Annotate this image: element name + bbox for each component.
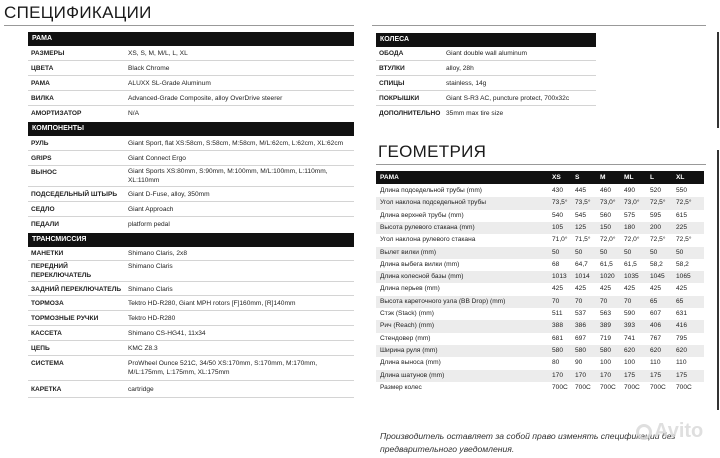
geometry-row-label: Длина шатунов (mm): [380, 371, 445, 379]
geometry-cell: 105: [552, 223, 564, 231]
spec-value: Black Chrome: [128, 65, 170, 72]
geometry-row: [376, 234, 704, 246]
geometry-row-label: Длина перьев (mm): [380, 285, 440, 293]
geometry-cell: 620: [676, 346, 688, 354]
spec-label: ТОРМОЗА: [31, 300, 64, 307]
geometry-cell: 72,0°: [600, 236, 616, 244]
spec-label: ПОДСЕДЕЛЬНЫЙ ШТЫРЬ: [31, 191, 118, 198]
geometry-cell: 388: [552, 322, 564, 330]
geometry-cell: 50: [676, 248, 684, 256]
geometry-cell: 170: [575, 371, 587, 379]
geometry-cell: 71,0°: [552, 236, 568, 244]
spec-value: Giant double wall aluminum: [446, 50, 527, 57]
geometry-cell: 615: [676, 211, 688, 219]
geometry-row-label: Угол наклона подседельной трубы: [380, 199, 487, 207]
geometry-cell: 170: [552, 371, 564, 379]
spec-label: МАНЕТКИ: [31, 250, 64, 257]
geometry-cell: 110: [676, 359, 687, 367]
spec-row: [28, 47, 354, 61]
geometry-row: [376, 247, 704, 259]
size-col-header: XS: [552, 174, 561, 181]
spec-label: ВЫНОС: [31, 169, 57, 176]
geometry-cell: 425: [600, 285, 612, 293]
spec-row: [28, 248, 354, 261]
geometry-cell: 700C: [624, 383, 640, 391]
spec-label: GRIPS: [31, 155, 52, 162]
geometry-cell: 175: [624, 371, 636, 379]
geometry-cell: 590: [624, 310, 636, 317]
geometry-cell: 73,5°: [575, 199, 591, 207]
geometry-cell: 425: [575, 285, 587, 293]
geometry-row-label: Длина выноса (mm): [380, 359, 441, 367]
geometry-cell: 1020: [600, 273, 615, 281]
spec-value: Shimano CS-HG41, 11x34: [128, 330, 206, 337]
section-header-components: КОМПОНЕНТЫ: [28, 122, 354, 136]
watermark-logo-icon: [636, 424, 652, 440]
section-header-frame: РАМА: [28, 32, 354, 46]
geometry-cell: 50: [650, 248, 658, 256]
geometry-row: [376, 222, 704, 234]
geometry-row-label: Длина выбега вилки (mm): [380, 260, 460, 268]
spec-value: Giant Sport, flat XS:58cm, S:58cm, M:58cm, M/L:62cm, L:62cm, XL:62cm: [128, 140, 344, 147]
geometry-cell: 80: [552, 359, 560, 367]
geometry-cell: 620: [624, 346, 636, 354]
spec-label: ДОПОЛНИТЕЛЬНО: [379, 110, 441, 117]
geometry-cell: 460: [600, 187, 612, 194]
spec-value: Tektro HD-R280: [128, 315, 176, 322]
geometry-cell: 580: [600, 346, 612, 354]
spec-value: Advanced-Grade Composite, alloy OverDrive steerer: [128, 95, 283, 102]
geometry-row-label: Высота рулевого стакана (mm): [380, 223, 475, 231]
geometry-cell: 563: [600, 310, 612, 317]
spec-row: [28, 137, 354, 151]
geometry-cell: 700C: [676, 383, 692, 391]
section-header-wheels: КОЛЕСА: [376, 33, 596, 47]
geometry-header-label: РАМА: [380, 174, 399, 181]
geometry-cell: 73,0°: [624, 199, 640, 207]
geometry-row-label: Рич (Reach) (mm): [380, 322, 435, 330]
geometry-row: [376, 370, 704, 382]
spec-label: КАССЕТА: [31, 330, 62, 337]
geometry-cell: 416: [676, 322, 688, 330]
size-col-header: L: [650, 174, 655, 181]
geometry-cell: 150: [600, 223, 612, 231]
geometry-row: [376, 259, 704, 271]
geometry-row: [376, 357, 704, 369]
geometry-cell: 595: [650, 211, 662, 219]
geometry-row: [376, 296, 704, 308]
geometry-cell: 72,5°: [650, 236, 666, 244]
geometry-cell: 393: [624, 322, 636, 330]
spec-label: ТОРМОЗНЫЕ РУЧКИ: [31, 315, 99, 322]
geometry-cell: 607: [650, 310, 662, 317]
geometry-cell: 425: [552, 285, 564, 293]
spec-row: [28, 167, 354, 187]
spec-label: ПЕРЕДНИЙ: [31, 263, 68, 270]
spec-value: Giant S-R3 AC, puncture protect, 700x32c: [446, 95, 570, 102]
section-header-drivetrain: ТРАНСМИССИЯ: [28, 233, 354, 247]
geometry-cell: 386: [575, 322, 587, 330]
geometry-cell: 545: [575, 211, 587, 219]
spec-value-line2: M/L:175mm, L:175mm, XL:175mm: [128, 369, 230, 376]
spec-label: РАМА: [31, 80, 50, 87]
geometry-cell: 425: [624, 285, 636, 293]
geometry-cell: 72,5°: [650, 199, 666, 207]
geometry-cell: 1065: [676, 273, 691, 281]
spec-label: КАРЕТКА: [31, 386, 62, 393]
spec-label: ОБОДА: [379, 50, 404, 57]
geometry-cell: 425: [650, 285, 662, 293]
size-col-header: M: [600, 174, 606, 181]
geometry-cell: 631: [676, 310, 688, 317]
geometry-cell: 61,5: [600, 260, 613, 268]
geometry-cell: 580: [575, 346, 587, 354]
spec-label: АМОРТИЗАТОР: [31, 110, 82, 117]
geometry-row-label: Стендовер (mm): [380, 334, 431, 342]
geometry-row-label: Стэк (Stack) (mm): [380, 310, 434, 317]
spec-value: 35mm max tire size: [446, 110, 504, 117]
spec-row: [376, 77, 596, 91]
geometry-cell: 540: [552, 211, 564, 219]
geometry-row: [376, 210, 704, 222]
geometry-cell: 795: [676, 334, 688, 342]
spec-row: [28, 382, 354, 398]
geometry-row: [376, 271, 704, 283]
geometry-cell: 1035: [624, 273, 639, 281]
geometry-cell: 767: [650, 334, 662, 342]
geometry-row-label: Угол наклона рулевого стакана: [380, 236, 476, 244]
geometry-row-label: Высота кареточного узла (BB Drop) (mm): [380, 297, 506, 305]
spec-row: [28, 283, 354, 296]
spec-label: РУЛЬ: [31, 140, 49, 147]
geometry-cell: 73,0°: [600, 199, 616, 207]
spec-value: ProWheel Ounce 521C, 34/50 XS:170mm, S:170mm, M:170mm,: [128, 360, 318, 367]
geometry-cell: 180: [624, 223, 636, 231]
title-divider: [4, 25, 354, 26]
spec-value: Giant Sports XS:80mm, S:90mm, M:100mm, M/L:100mm, L:110mm,: [128, 168, 328, 175]
geometry-row: [376, 308, 704, 320]
geometry-cell: 700C: [600, 383, 616, 391]
geometry-row-label: Ширина руля (mm): [380, 346, 438, 354]
geometry-cell: 575: [624, 211, 636, 219]
spec-value: Shimano Claris, 2x8: [128, 250, 188, 257]
geometry-cell: 175: [650, 371, 662, 379]
geometry-cell: 719: [600, 334, 612, 342]
disclaimer-line-2: предварительного уведомления.: [380, 444, 515, 454]
spec-label: ЦЕПЬ: [31, 345, 50, 352]
geometry-row: [376, 283, 704, 295]
geometry-cell: 681: [552, 334, 564, 342]
spec-label: ВТУЛКИ: [379, 65, 405, 72]
geometry-row-label: Вылет вилки (mm): [380, 248, 437, 256]
geometry-row-label: Длина колесной базы (mm): [380, 273, 464, 281]
spec-value: ALUXX SL-Grade Aluminum: [128, 80, 211, 87]
geometry-cell: 72,0°: [624, 236, 640, 244]
geometry-cell: 71,5°: [575, 236, 591, 244]
spec-row: [28, 327, 354, 341]
geometry-cell: 110: [650, 359, 661, 367]
spec-value: Giant D-Fuse, alloy, 350mm: [128, 191, 210, 198]
geometry-cell: 170: [600, 371, 612, 379]
size-col-header: S: [575, 174, 580, 181]
spec-row: [376, 47, 596, 61]
spec-value: cartridge: [128, 386, 154, 393]
geometry-title: ГЕОМЕТРИЯ: [378, 142, 487, 161]
spec-row: [28, 262, 354, 282]
spec-row: [28, 203, 354, 217]
geometry-cell: 70: [624, 297, 632, 305]
geometry-row: [376, 197, 704, 209]
geometry-cell: 1045: [650, 273, 665, 281]
geometry-cell: 50: [624, 248, 632, 256]
page-edge-marker: [717, 150, 719, 410]
size-col-header: XL: [676, 174, 685, 181]
spec-label: ВИЛКА: [31, 95, 54, 102]
geometry-cell: 64,7: [575, 260, 588, 268]
spec-value: Shimano Claris: [128, 286, 173, 293]
geometry-row-label: Размер колес: [380, 383, 422, 391]
spec-row: [28, 62, 354, 76]
geometry-cell: 65: [650, 297, 658, 305]
geometry-cell: 580: [552, 346, 564, 354]
spec-row: [376, 92, 596, 106]
geometry-cell: 225: [676, 223, 688, 231]
geometry-cell: 50: [575, 248, 583, 256]
geometry-divider: [376, 164, 706, 165]
spec-value-line2: XL:110mm: [128, 177, 160, 184]
page-edge-marker: [717, 32, 719, 128]
geometry-cell: 70: [575, 297, 583, 305]
spec-value: Giant Connect Ergo: [128, 155, 186, 162]
geometry-row-label: Длина подседельной трубы (mm): [380, 187, 483, 194]
geometry-cell: 58,2: [650, 260, 663, 268]
geometry-cell: 700C: [552, 383, 568, 391]
geometry-cell: 520: [650, 187, 662, 194]
spec-row: [28, 312, 354, 326]
geometry-row: [376, 345, 704, 357]
geometry-cell: 430: [552, 187, 564, 194]
spec-value: XS, S, M, M/L, L, XL: [128, 50, 188, 57]
geometry-cell: 72,5°: [676, 199, 692, 207]
spec-label: СЕДЛО: [31, 206, 55, 213]
spec-value: stainless, 14g: [446, 80, 487, 87]
spec-value: Tektro HD-R280, Giant MPH rotors [F]160mm, [R]140mm: [128, 300, 296, 307]
geometry-cell: 620: [650, 346, 662, 354]
geometry-row: [376, 320, 704, 332]
geometry-cell: 50: [600, 248, 608, 256]
spec-label: ЦВЕТА: [31, 65, 54, 72]
geometry-cell: 73,5°: [552, 199, 568, 207]
spec-label: ПЕДАЛИ: [31, 221, 60, 228]
geometry-cell: 511: [552, 310, 563, 317]
spec-label: СИСТЕМА: [31, 360, 64, 367]
geometry-cell: 100: [600, 359, 612, 367]
geometry-cell: 100: [624, 359, 636, 367]
watermark: [636, 420, 703, 443]
geometry-cell: 200: [650, 223, 662, 231]
geometry-cell: 490: [624, 187, 636, 194]
geometry-table-header: [376, 171, 704, 184]
spec-value: platform pedal: [128, 221, 170, 228]
geometry-cell: 741: [624, 334, 636, 342]
geometry-cell: 70: [600, 297, 608, 305]
spec-label-line2: ПЕРЕКЛЮЧАТЕЛЬ: [31, 272, 92, 279]
spec-row: [28, 188, 354, 202]
geometry-cell: 125: [575, 223, 587, 231]
spec-row: [28, 92, 354, 106]
geometry-cell: 65: [676, 297, 684, 305]
title-divider-right: [372, 25, 706, 26]
geometry-cell: 537: [575, 310, 587, 317]
geometry-cell: 90: [575, 359, 583, 367]
specs-title: СПЕЦИФИКАЦИИ: [4, 3, 152, 22]
spec-label: СПИЦЫ: [379, 80, 405, 87]
geometry-cell: 1014: [575, 273, 590, 281]
geometry-cell: 700C: [575, 383, 591, 391]
geometry-row: [376, 333, 704, 345]
spec-row: [28, 218, 354, 232]
geometry-cell: 389: [600, 322, 612, 330]
geometry-cell: 70: [552, 297, 560, 305]
geometry-row: [376, 185, 704, 197]
spec-row: [376, 107, 596, 121]
size-col-header: ML: [624, 174, 634, 181]
spec-label: ЗАДНИЙ ПЕРЕКЛЮЧАТЕЛЬ: [31, 286, 122, 293]
spec-label: ПОКРЫШКИ: [379, 95, 420, 102]
geometry-cell: 406: [650, 322, 662, 330]
spec-row: [28, 297, 354, 311]
geometry-cell: 697: [575, 334, 587, 342]
spec-row: [376, 62, 596, 76]
spec-row: [28, 342, 354, 356]
spec-value: Giant Approach: [128, 206, 174, 213]
geometry-cell: 560: [600, 211, 612, 219]
spec-row: [28, 357, 354, 381]
geometry-cell: 61,5: [624, 260, 637, 268]
geometry-cell: 700C: [650, 383, 666, 391]
watermark-text: Avito: [654, 420, 704, 442]
geometry-cell: 175: [676, 371, 688, 379]
geometry-cell: 445: [575, 187, 587, 194]
geometry-cell: 68: [552, 260, 560, 268]
geometry-cell: 550: [676, 187, 688, 194]
spec-row: [28, 107, 354, 121]
spec-value: alloy, 28h: [446, 65, 474, 72]
geometry-cell: 72,5°: [676, 236, 692, 244]
spec-value: Shimano Claris: [128, 263, 173, 270]
geometry-cell: 50: [552, 248, 560, 256]
geometry-row-label: Длина верхней трубы (mm): [380, 211, 464, 219]
disclaimer-line-1: Производитель оставляет за собой право изменять спецификации без: [380, 431, 676, 441]
geometry-cell: 425: [676, 285, 688, 293]
spec-value: KMC Z8.3: [128, 345, 158, 352]
geometry-row: [376, 382, 704, 394]
spec-value: N/A: [128, 110, 139, 117]
geometry-cell: 1013: [552, 273, 567, 281]
geometry-cell: 58,2: [676, 260, 689, 268]
spec-row: [28, 152, 354, 166]
spec-label: РАЗМЕРЫ: [31, 50, 65, 57]
spec-row: [28, 77, 354, 91]
